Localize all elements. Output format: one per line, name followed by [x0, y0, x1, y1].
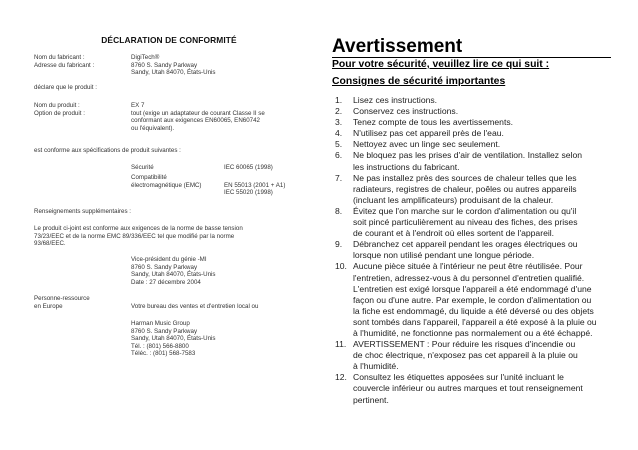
safety-item-line: façon ou d'une autre. Par exemple, le cordon d'alimentation ou	[353, 294, 592, 305]
safety-item	[332, 117, 622, 128]
hq-line-2: 8760 S. Sandy Parkway	[131, 327, 198, 335]
address-line-1: 8760 S. Sandy Parkway	[131, 61, 198, 69]
safety-instructions-heading: Consignes de sécurité importantes	[332, 76, 506, 87]
option-line-2: conformant aux exigences EN60065, EN60742	[131, 117, 260, 125]
emc-value-1: EN 55013 (2001 + A1)	[224, 181, 286, 189]
safety-item-line: de courant et à l'endroit où elles sortent de l'appareil.	[353, 228, 555, 239]
signatory-line-3: Sandy, Utah 84070, États-Unis	[131, 271, 216, 279]
safety-item	[332, 372, 622, 405]
safety-item-line: Tenez compte de tous les avertissements.	[353, 117, 514, 128]
declaration-title: DÉCLARATION DE CONFORMITÉ	[101, 35, 237, 45]
safety-item-number: 9.	[335, 239, 343, 250]
hq-line-1: Harman Music Group	[131, 320, 190, 327]
safety-item-number: 1.	[335, 95, 343, 105]
safety-item-line: sont tombés dans l'appareil, l'appareil a été exposé à la pluie ou	[353, 316, 597, 327]
safety-item	[332, 128, 622, 139]
safety-item-line: la fiche est endommagé, du liquide a été déversé ou des objets	[353, 305, 594, 316]
conforms-text: est conforme aux spécifications de produit suivantes :	[34, 147, 181, 154]
safety-item-line: à l'humidité, ne fonctionne pas normalement ou a été échappé.	[353, 327, 593, 338]
declares-text: déclare que le produit :	[34, 84, 97, 91]
address-line-2: Sandy, Utah 84070, États-Unis	[131, 69, 216, 77]
signatory-date: Date : 27 décembre 2004	[131, 278, 201, 286]
safety-item-line: Nettoyez avec un linge sec seulement.	[353, 139, 501, 150]
safety-item-line: soit pincé particulièrement au niveau des fiches, des prises	[353, 217, 578, 228]
safety-item-number: 5.	[335, 139, 343, 150]
option-line-3: ou l'équivalent).	[131, 124, 175, 132]
signatory-line-2: 8760 S. Sandy Parkway	[131, 263, 198, 271]
safety-item	[332, 150, 622, 172]
safety-item-line: à l'humidité.	[353, 361, 399, 372]
manufacturer-label: Nom du fabricant :	[34, 54, 85, 61]
safety-instructions-list	[332, 95, 622, 406]
supp-info-heading: Renseignements supplémentaires :	[34, 208, 131, 215]
statement-line-2: 73/23/EEC et de la norme EMC 89/336/EEC tel que modifié par la norme	[34, 232, 235, 240]
safety-value: IEC 60065 (1998)	[224, 164, 273, 171]
safety-item-line: lorsque non utilisé pendant une longue période.	[353, 250, 535, 261]
manufacturer-value: DigiTech®	[131, 54, 160, 61]
safety-item	[332, 261, 622, 339]
emc-label-1: Compatibilité	[131, 174, 167, 181]
emc-label-2: électromagnétique (EMC)	[131, 181, 202, 189]
statement-line-3: 93/68/EEC.	[34, 240, 66, 248]
safety-item	[332, 95, 622, 106]
hq-line-3: Sandy, Utah 84070, États-Unis	[131, 335, 216, 343]
safety-item-number: 12.	[335, 372, 347, 383]
safety-item-number: 11.	[335, 339, 347, 350]
hq-fax: Téléc. : (801) 568-7583	[131, 350, 196, 358]
safety-item-line: L'entretien est exigé lorsque l'appareil a été endommagé d'une	[353, 283, 592, 294]
safety-item	[332, 139, 622, 150]
contact-label-2: en Europe	[34, 302, 63, 310]
safety-item-line: (incluant les amplificateurs) produisant de la chaleur.	[353, 194, 554, 205]
option-line-1: tout (exige un adaptateur de courant Classe II se	[131, 109, 265, 117]
statement-line-1: Le produit ci-joint est conforme aux exigences de la norme de basse tension	[34, 225, 243, 232]
safety-item-line: Lisez ces instructions.	[353, 95, 438, 105]
safety-item-number: 2.	[335, 106, 343, 117]
safety-item-line: couvercle inférieur ou autres marques et tout renseignement	[353, 383, 583, 394]
safety-item-number: 8.	[335, 205, 343, 216]
safety-item-line: AVERTISSEMENT : Pour réduire les risques d'incendie ou	[353, 339, 576, 350]
safety-item-line: Conservez ces instructions.	[353, 106, 459, 117]
safety-item	[332, 339, 622, 372]
safety-item-line: Ne pas installez près des sources de chaleur telles que les	[353, 172, 577, 183]
warning-title: Avertissement	[332, 36, 463, 57]
safety-item-line: Ne bloquez pas les prises d'air de ventilation. Installez selon	[353, 150, 583, 161]
safety-item-number: 6.	[335, 150, 343, 161]
safety-item-number: 3.	[335, 117, 343, 128]
safety-item	[332, 206, 622, 239]
safety-label: Sécurité	[131, 164, 154, 171]
safety-item	[332, 239, 622, 261]
product-label: Nom du produit :	[34, 102, 80, 109]
safety-item-number: 10.	[335, 261, 347, 272]
product-value: EX 7	[131, 102, 145, 109]
safety-item-line: radiateurs, registres de chaleur, poêles ou autres appareils	[353, 183, 577, 194]
safety-item	[332, 173, 622, 206]
warning-subtitle: Pour votre sécurité, veuillez lire ce qui suit :	[332, 59, 550, 70]
option-label: Option de produit :	[34, 109, 85, 117]
safety-item-number: 7.	[335, 172, 343, 183]
safety-item-line: Aucune pièce située à l'intérieur ne peut être réutilisée. Pour	[353, 261, 583, 272]
signatory-line-1: Vice-président du génie -MI	[131, 256, 207, 263]
emc-value-2: IEC 55020 (1998)	[224, 189, 273, 197]
safety-item	[332, 106, 622, 117]
title-rule	[332, 57, 611, 58]
safety-item-line: de choc électrique, n'exposez pas cet appareil à la pluie ou	[353, 350, 578, 361]
address-label: Adresse du fabricant :	[34, 61, 95, 69]
contact-label-1: Personne-ressource	[34, 295, 90, 302]
safety-item-number: 4.	[335, 128, 343, 139]
contact-value: Votre bureau des ventes et d'entretien local ou	[131, 302, 259, 310]
safety-item-line: les instructions du fabricant.	[353, 161, 460, 172]
safety-item-line: pertinent.	[353, 394, 389, 405]
safety-item-line: Évitez que l'on marche sur le cordon d'alimentation ou qu'il	[353, 205, 577, 216]
safety-item-line: l'entretien, adressez-vous à du personnel d'entretien qualifié.	[353, 272, 585, 283]
safety-item-line: N'utilisez pas cet appareil près de l'eau.	[353, 128, 504, 139]
safety-item-line: Consultez les étiquettes apposées sur l'unité incluant le	[353, 372, 564, 383]
hq-phone: Tél. : (801) 566-8800	[131, 342, 189, 350]
safety-item-line: Débranchez cet appareil pendant les orages électriques ou	[353, 239, 578, 250]
